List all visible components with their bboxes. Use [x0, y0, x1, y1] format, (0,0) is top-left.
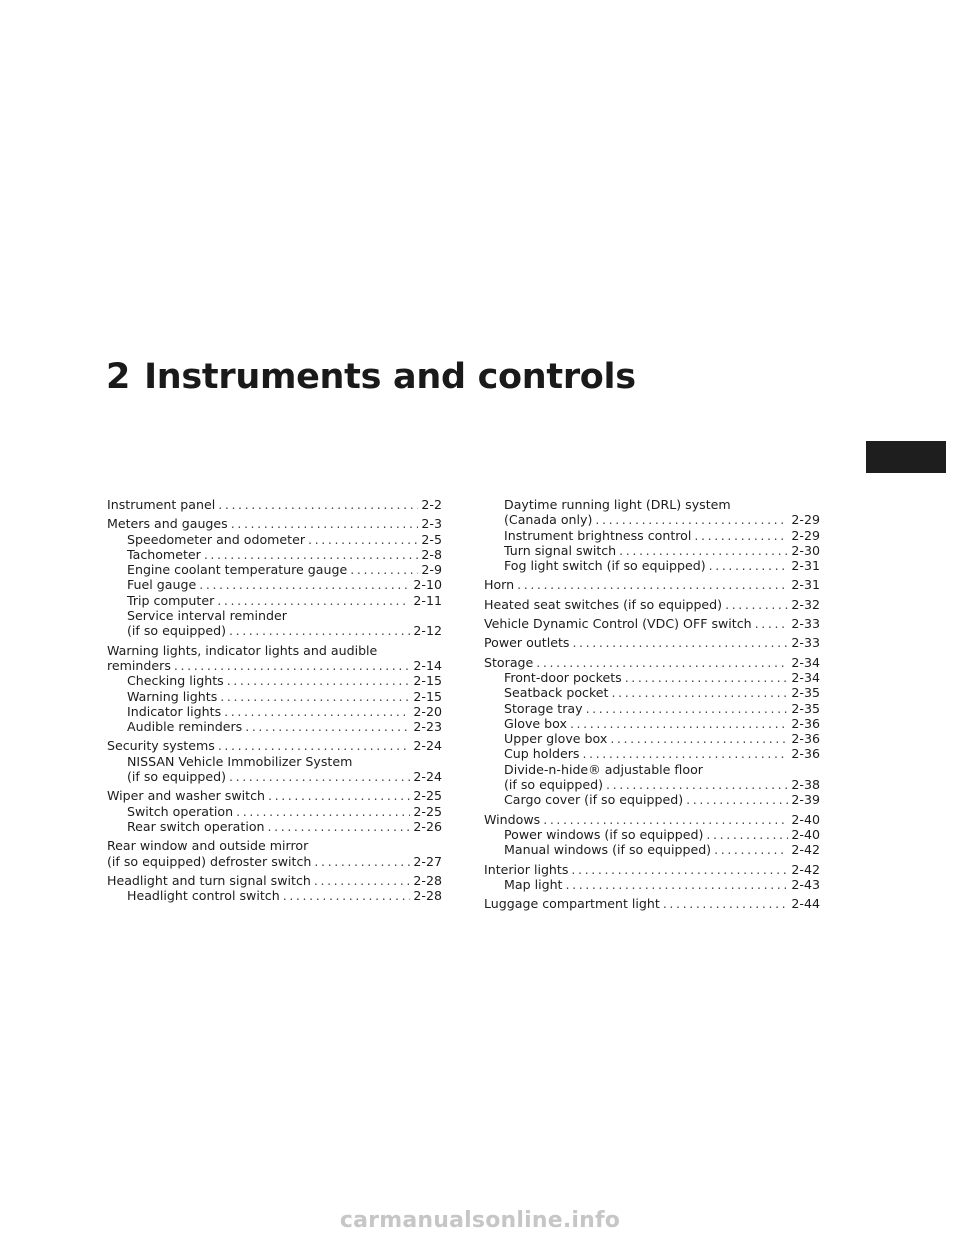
- dot-leader: [229, 623, 410, 638]
- dot-leader: [174, 658, 411, 673]
- toc-entry[interactable]: [484, 842, 820, 857]
- toc-page-number: 2-24: [413, 738, 442, 754]
- toc-page-number: 2-29: [791, 527, 820, 543]
- toc-entry-label: (if so equipped) defroster switch: [107, 853, 312, 869]
- toc-column-left: [107, 497, 442, 903]
- toc-entry-label: Instrument brightness control: [504, 527, 692, 543]
- toc-entry[interactable]: [484, 597, 820, 612]
- dot-leader: [199, 577, 410, 592]
- toc-page-number: 2-42: [791, 861, 820, 877]
- toc-entry-label: reminders: [107, 657, 171, 673]
- toc-entry[interactable]: [484, 812, 820, 827]
- toc-entry[interactable]: [107, 623, 442, 638]
- toc-entry-label: Rear switch operation: [127, 818, 265, 834]
- toc-entry-label: Security systems: [107, 738, 215, 754]
- toc-entry[interactable]: [484, 543, 820, 558]
- dot-leader: [706, 827, 788, 842]
- toc-entry-label: Headlight and turn signal switch: [107, 872, 311, 888]
- chapter-title: [106, 357, 636, 397]
- toc-entry-label: Headlight control switch: [127, 888, 280, 904]
- toc-entry-label: Speedometer and odometer: [127, 531, 306, 547]
- toc-entry[interactable]: [107, 804, 442, 819]
- toc-page-number: 2-9: [421, 562, 442, 578]
- toc-entry[interactable]: [484, 792, 820, 807]
- toc-entry-label: Tachometer: [127, 546, 201, 562]
- toc-page-number: 2-35: [791, 700, 820, 716]
- toc-entry-label: Interior lights: [484, 861, 569, 877]
- chapter-number: 2: [106, 357, 131, 397]
- toc-entry[interactable]: [107, 593, 442, 608]
- toc-entry[interactable]: [107, 704, 442, 719]
- dot-leader: [231, 516, 419, 531]
- toc-entry[interactable]: [107, 888, 442, 903]
- toc-entry[interactable]: [107, 738, 442, 753]
- dot-leader: [606, 777, 788, 792]
- toc-entry[interactable]: [107, 788, 442, 803]
- dot-leader: [224, 704, 410, 719]
- dot-leader: [755, 616, 789, 631]
- toc-page-number: 2-33: [791, 616, 820, 632]
- toc-entry-label: Manual windows (if so equipped): [504, 842, 712, 858]
- dot-leader: [586, 701, 789, 716]
- toc-entry-label: Meters and gauges: [107, 516, 228, 532]
- dot-leader: [625, 670, 789, 685]
- dot-leader: [229, 769, 410, 784]
- toc-entry-label: Divide-n-hide® adjustable floor: [504, 761, 703, 777]
- toc-entry[interactable]: [484, 512, 820, 527]
- dot-leader: [350, 562, 418, 577]
- toc-entry-label: (if so equipped): [127, 769, 226, 785]
- toc-entry-label: Indicator lights: [127, 703, 222, 719]
- toc-entry-label: Fuel gauge: [127, 577, 197, 593]
- toc-page-number: 2-12: [413, 623, 442, 639]
- dot-leader: [517, 577, 788, 592]
- dot-leader: [566, 877, 789, 892]
- toc-page-number: 2-31: [791, 577, 820, 593]
- toc-entry[interactable]: [484, 558, 820, 573]
- dot-leader: [217, 593, 410, 608]
- toc-entry[interactable]: [107, 547, 442, 562]
- toc-page-number: 2-8: [421, 546, 442, 562]
- chapter-tab: [866, 441, 946, 473]
- toc-page-number: 2-38: [791, 777, 820, 793]
- toc-page-number: 2-33: [791, 635, 820, 651]
- toc-entry[interactable]: [107, 854, 442, 869]
- toc-entry[interactable]: [107, 873, 442, 888]
- dot-leader: [571, 862, 788, 877]
- toc-entry[interactable]: [107, 769, 442, 784]
- toc-page-number: 2-35: [791, 685, 820, 701]
- toc-entry-label: Front-door pockets: [504, 669, 622, 685]
- dot-leader: [570, 716, 788, 731]
- dot-leader: [308, 532, 418, 547]
- toc-entry-label: Wiper and washer switch: [107, 788, 265, 804]
- dot-leader: [725, 597, 788, 612]
- toc-entry-label: Daytime running light (DRL) system: [504, 497, 731, 512]
- toc-page-number: 2-15: [413, 673, 442, 689]
- toc-page-number: 2-36: [791, 731, 820, 747]
- toc-page-number: 2-25: [413, 803, 442, 819]
- toc-entry-label: NISSAN Vehicle Immobilizer System: [127, 753, 353, 769]
- toc-entry-label: Glove box: [504, 715, 567, 731]
- toc-entry-label: Cargo cover (if so equipped): [504, 792, 684, 808]
- toc-entry-label: Rear window and outside mirror: [107, 838, 309, 854]
- toc-page-number: 2-36: [791, 715, 820, 731]
- toc-entry-label: Map light: [504, 876, 563, 892]
- toc-entry-label: Horn: [484, 577, 515, 593]
- toc-entry[interactable]: [484, 746, 820, 761]
- toc-entry[interactable]: [107, 497, 442, 512]
- toc-page-number: 2-40: [791, 826, 820, 842]
- toc-entry-label: Service interval reminder: [127, 608, 287, 624]
- toc-entry-label: Instrument panel: [107, 497, 216, 512]
- toc-page-number: 2-29: [791, 512, 820, 528]
- toc-entry[interactable]: [484, 827, 820, 842]
- toc-page-number: 2-30: [791, 542, 820, 558]
- toc-entry[interactable]: [107, 719, 442, 734]
- dot-leader: [714, 842, 788, 857]
- toc-entry[interactable]: [107, 532, 442, 547]
- dot-leader: [204, 547, 419, 562]
- toc-page-number: 2-28: [413, 888, 442, 904]
- toc-page-number: 2-14: [413, 657, 442, 673]
- toc-page-number: 2-3: [421, 516, 442, 532]
- dot-leader: [663, 896, 789, 911]
- toc-entry[interactable]: [484, 896, 820, 911]
- toc-entry-label: Upper glove box: [504, 731, 608, 747]
- toc-page-number: 2-11: [413, 592, 442, 608]
- toc-entry[interactable]: [484, 528, 820, 543]
- toc-page-number: 2-20: [413, 703, 442, 719]
- dot-leader: [283, 888, 411, 903]
- toc-entry[interactable]: [484, 877, 820, 892]
- toc-entry[interactable]: [484, 655, 820, 670]
- toc-entry-label: (if so equipped): [127, 623, 226, 639]
- toc-page-number: 2-43: [791, 876, 820, 892]
- toc-page-number: 2-25: [413, 788, 442, 804]
- toc-entry[interactable]: [107, 673, 442, 688]
- toc-entry-label: Turn signal switch: [504, 542, 617, 558]
- toc-entry-label: Heated seat switches (if so equipped): [484, 596, 723, 612]
- toc-entry[interactable]: [107, 577, 442, 592]
- toc-entry[interactable]: [484, 716, 820, 731]
- toc-page-number: 2-40: [791, 811, 820, 827]
- toc-entry[interactable]: [484, 670, 820, 685]
- toc-entry-label: Luggage compartment light: [484, 896, 660, 912]
- dot-leader: [543, 812, 788, 827]
- toc-entry[interactable]: [107, 562, 442, 577]
- dot-leader: [220, 689, 410, 704]
- toc-entry-label: Vehicle Dynamic Control (VDC) OFF switch: [484, 616, 752, 632]
- dot-leader: [611, 685, 788, 700]
- watermark: carmanualsonline.info: [339, 1208, 621, 1233]
- dot-leader: [572, 635, 788, 650]
- toc-page-number: 2-24: [413, 769, 442, 785]
- toc-page-number: 2-10: [413, 577, 442, 593]
- dot-leader: [595, 512, 788, 527]
- toc-entry[interactable]: [484, 616, 820, 631]
- toc-entry-label: Storage: [484, 654, 534, 670]
- toc-page-number: 2-27: [413, 853, 442, 869]
- dot-leader: [218, 497, 418, 512]
- dot-leader: [686, 792, 788, 807]
- dot-leader: [694, 528, 788, 543]
- toc-page-number: 2-34: [791, 654, 820, 670]
- toc-entry-label: Fog light switch (if so equipped): [504, 558, 706, 574]
- dot-leader: [236, 804, 410, 819]
- toc-entry-label: (Canada only): [504, 512, 593, 528]
- toc-entry[interactable]: [107, 658, 442, 673]
- toc-entry[interactable]: [484, 577, 820, 592]
- toc-entry-label: Checking lights: [127, 673, 224, 689]
- dot-leader: [709, 558, 789, 573]
- toc-entry-label: Windows: [484, 811, 541, 827]
- toc-page-number: 2-42: [791, 842, 820, 858]
- chapter-title-text: Instruments and controls: [144, 357, 636, 397]
- dot-leader: [610, 731, 788, 746]
- toc-page-number: 2-2: [421, 497, 442, 512]
- dot-leader: [536, 655, 788, 670]
- toc-page-number: 2-23: [413, 719, 442, 735]
- toc-page-number: 2-44: [791, 896, 820, 912]
- toc-entry-label: Power windows (if so equipped): [504, 826, 704, 842]
- toc-entry-label: Storage tray: [504, 700, 583, 716]
- dot-leader: [268, 788, 410, 803]
- toc-entry-label: Switch operation: [127, 803, 234, 819]
- toc-entry[interactable]: [484, 731, 820, 746]
- toc-entry[interactable]: [484, 701, 820, 716]
- toc-page-number: 2-34: [791, 669, 820, 685]
- toc-entry[interactable]: [484, 862, 820, 877]
- toc-entry[interactable]: [484, 635, 820, 650]
- toc-page-number: 2-15: [413, 688, 442, 704]
- toc-entry[interactable]: [484, 685, 820, 700]
- toc-entry-label: (if so equipped): [504, 777, 603, 793]
- toc-page-number: 2-28: [413, 872, 442, 888]
- toc-column-right: [484, 497, 820, 911]
- toc-page-number: 2-31: [791, 558, 820, 574]
- dot-leader: [582, 746, 788, 761]
- toc-entry[interactable]: [484, 777, 820, 792]
- toc-entry-label: Trip computer: [127, 592, 215, 608]
- toc-entry[interactable]: [107, 689, 442, 704]
- toc-page-number: 2-36: [791, 746, 820, 762]
- toc-entry-label: Warning lights, indicator lights and audible: [107, 642, 378, 658]
- toc-entry-label: Cup holders: [504, 746, 580, 762]
- toc-entry-label: Engine coolant temperature gauge: [127, 562, 348, 578]
- dot-leader: [314, 854, 410, 869]
- dot-leader: [227, 673, 411, 688]
- dot-leader: [218, 738, 411, 753]
- dot-leader: [619, 543, 788, 558]
- toc-page-number: 2-39: [791, 792, 820, 808]
- toc-entry-label: Power outlets: [484, 635, 570, 651]
- toc-entry[interactable]: [107, 819, 442, 834]
- toc-page-number: 2-26: [413, 818, 442, 834]
- toc-entry-label: Warning lights: [127, 688, 218, 704]
- toc-entry-label: Audible reminders: [127, 719, 243, 735]
- toc-page-number: 2-32: [791, 596, 820, 612]
- dot-leader: [268, 819, 411, 834]
- dot-leader: [314, 873, 411, 888]
- toc-entry[interactable]: [107, 516, 442, 531]
- toc-entry-label: Seatback pocket: [504, 685, 609, 701]
- dot-leader: [245, 719, 410, 734]
- toc-page-number: 2-5: [421, 531, 442, 547]
